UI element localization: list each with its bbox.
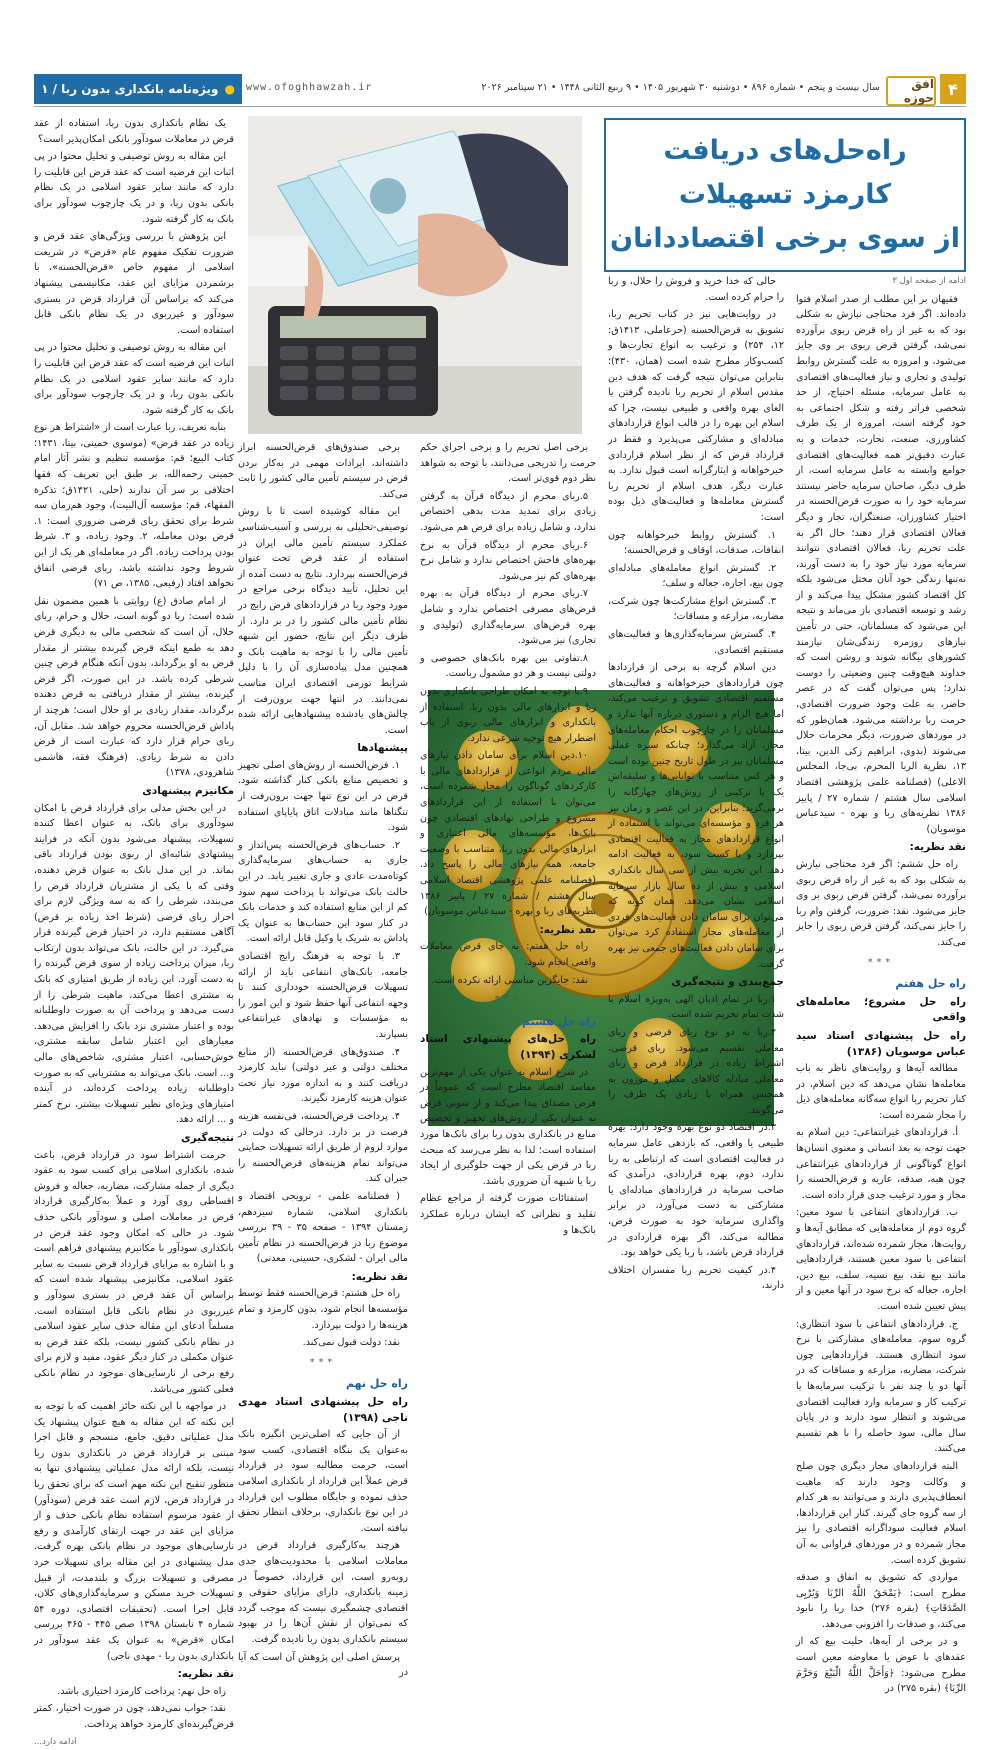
section-heading-8: راه حل هشتم xyxy=(522,1014,596,1028)
critique-heading: نقد نظریه: xyxy=(351,1270,408,1283)
paragraph: ۲. حساب‌های قرض‌الحسنه پس‌انداز و جاری به حساب‌های سرمایه‌گذاری کوتاه‌مدت عادی و جاری تغییر یابد. در این حالت بانک می‌تواند با پرداخت سهم سود کم از این منابع استفاده کند و خدمات بانک در کنار سود این حساب‌ها به عنوان یک پاداش به شریک یا وکیل قابل ارائه است. xyxy=(238,839,408,945)
paragraph: ۳. با توجه به فرهنگ رایج اقتصادی جامعه، بانک‌های انتفاعی باید از ارائه تسهیلات قرض‌الحسنه خودداری کنند تا وجهه انتفاعی آنها حفظ شود و این امور را به مؤسسات و نهادهای غیرانتفاعی بسپارند. xyxy=(238,951,408,1040)
paragraph: ۴. صندوق‌های قرض‌الحسنه (از منابع مختلف دولتی و غیر دولتی) نباید کارمزد دریافت کنند و به اندازه مورد نیاز تحت عنوان هزینه کارمزد نگیرند. xyxy=(238,1046,408,1105)
paragraph: حالی که خدا خرید و فروش را حلال، و ربا را حرام کرده است. xyxy=(608,276,784,303)
critique-text: راه حل نهم: پرداخت کارمزد اختیاری باشد. xyxy=(57,1685,226,1697)
paragraph: ۴. پرداخت قرض‌الحسنه، فی‌نفسه هزینه فرصت در بر دارد. درحالی که دولت در موارد لزوم از طریق ارائه تسهیلات حمایتی می‌تواند تمام هزینه‌های قرض‌الحسنه را جبران کند. xyxy=(238,1110,408,1185)
continuation-note: ادامه از صفحه اول ۳ xyxy=(892,276,966,286)
section-separator: *** xyxy=(867,956,895,968)
paragraph: یک نظام بانکداری بدون ربا، استفاده از عقد قرض در معاملات سودآور بانکی امکان‌پذیر است؟ xyxy=(34,118,234,145)
paragraph: ۶.ربای محرم از دیدگاه قرآن به نرخ بهره‌های فاحش اختصاص ندارد و شامل نرخ بهره‌های کم نیز می‌شود. xyxy=(420,539,596,582)
banknotes-calculator-photo xyxy=(248,116,582,434)
result-heading: نتیجه‌گیری xyxy=(181,1132,234,1144)
critique-heading: نقد نظریه: xyxy=(177,1668,234,1681)
section-heading-7: راه‌ حل هفتم xyxy=(895,977,966,991)
article-title-box xyxy=(604,118,966,272)
paragraph: این مقاله کوشیده است تا با روش توصیفی-تحلیلی به بررسی و آسیب‌شناسی عملکرد سیستم تأمین مالی ایران در استفاده از عقد قرض تحت عنوان قرض‌الحسنه بپردازد. نتایج به دست آمده از این تحلیل، تأیید دیدگاه برخی مراجع در مورد وجود ربا در قراردادهای قرض رایج در نظام تأمین مالی کشور را در بر دارد. از طرف دیگر این نتایج، حضور این شبهه تأمین مالی را با توجه به ماهیت بانک و همچنین مدل پیاده‌سازی آن را با دلیل شرایط تورمی اقتصادی ایران مناسب نمی‌دانند. در انتها جهت برون‌رفت از چالش‌های یادشده پیشنهادهایی ارائه شده است. xyxy=(238,506,408,736)
title-line-2: کارمزد تسهیلات xyxy=(678,179,892,210)
paragraph: ج. قراردادهای انتفاعی با سود انتظاری: گروه سوم، معامله‌های مشارکتی با نرخ سود انتظاری هستند. قراردادهایی چون شرکت، مضاربه، مزارعه و مساقات که در آنها دو یا چند نفر با ترکیب سرمایه‌ها یا ترکیب کار و سرمایه وارد فعالیت اقتصادی می‌شوند و انتظار سود دارند و در پایان سال مالی، سود حاصله را با هم تقسیم می‌کنند. xyxy=(796,1318,966,1455)
paragraph: از آن جایی که اصلی‌ترین انگیزه بانک به‌عنوان یک بنگاه اقتصادی، کسب سود است، حرمت مطالبه سود در قرارداد قرض عملاً این قرارداد از بانکداری اسلامی حذف نموده و جایگاه مطلوب این قرارداد در این نوع بانکداری، برخلاف انتظار تحقق نیافته است. xyxy=(238,1429,408,1534)
paragraph: ۲. گسترش انواع معامله‌های مبادله‌ای چون بیع، اجاره، جعاله و سلف؛ xyxy=(608,562,784,590)
page-number: ۴ xyxy=(940,74,966,104)
paragraph: ۱. گسترش روابط خیرخواهانه چون انفاقات، صدقات، اوقاف و قرض‌الحسنه؛ xyxy=(608,529,784,557)
paragraph: برخی اصل تحریم را و برخی اجرای حکم حرمت را تدریجی می‌دانند، با توجه به شواهد نظر دوم قوی‌تر است. xyxy=(420,442,596,485)
paragraph: ( فصلنامه علمی - ترویجی اقتصاد و بانکداری اسلامی، شماره سیزدهم، زمستان ۱۳۹۴ - صفحه ۳۵ - ۳۹ بررسی موضوع ربا در قرض‌الحسنه در نظام تأمین مالی ایران - لشکری، حسینی، معدنی) xyxy=(238,1190,408,1265)
critique-text: راه حل هفتم: به جای قرض معاملات واقعی انجام شود. xyxy=(420,941,596,968)
paragraph: هرچند به‌کارگیری قرارداد قرض در معاملات اسلامی با محدودیت‌های جدی روبه‌رو است، این قرارداد، خصوصاً در زمینه بانکداری، دارای مزایای حقوقی و اقتصادی چشمگیری نیست که موجب گردد که نمی‌توان از نقش آن‌ها را در بهبود سیستم بانکداری بدون ربا نادیده گرفت. xyxy=(238,1540,408,1645)
issue-meta: سال بیست و پنجم • شماره ۸۹۶ • دوشنبه ۳۰ شهریور ۱۴۰۵ • ۹ ربیع الثانی ۱۴۴۸ • ۲۱ سپتامبر ۲۰۲۶ xyxy=(481,82,880,93)
paragraph: ۳. گسترش انواع مشارکت‌ها چون شرکت، مضاربه، مزارعه و مساقات؛ xyxy=(608,595,784,623)
paragraph: پرسش اصلی این پژوهش آن است که آیا در xyxy=(238,1651,408,1679)
column-5 xyxy=(34,116,235,1747)
section-separator: *** xyxy=(494,994,522,1006)
paragraph: از امام صادق (ع) روایتی با همین مضمون نقل شده است: ربا دو گونه است، حلال و حرام، ربای حلال، آن است که شخصی مالی به دیگری قرض دهد به طمع اینکه قرض گیرنده بیشتر از مقدار قرض به او برگرداند، بدون آنکه هنگام قرض چنین شرطی کرده باشد. در این صورت، اگر قرض گیرنده، بیشتر از مقدار دریافتی به قرض دهنده برگرداند، مقدار زیادی بر او حلال است؛ هرچند از پاداش قرض‌الحسنه محروم خواهد شد. مقابل آن، ربای حرام قرار دارد که عبارت است از قرض دادن به شرط زیادی. (فرهنگ فقه، هاشمی شاهرودی، ۱۳۷۸) xyxy=(34,595,234,779)
section-subheading: راه حل مشروع؛ معامله‌های واقعی xyxy=(796,995,966,1024)
mechanism-heading: مکانیزم پیشنهادی xyxy=(142,784,234,797)
critique-text: نقد: دولت قبول نمی‌کند. xyxy=(302,1337,400,1349)
paragraph: بنابه تعریف، ربا عبارت است از «اشتراط هر نوع زیاده در عقد قرض» (موسوی خمینی، بیتا، ۱۴۳۱؛ کتاب البیع؛ قم: مؤسسه تنظیم و نشر آثار امام خمینی رحمه‌الله، بر طبق این تعریف که فقها اختلافی بر سر آن ندارند (حلی، ۱۴۲۱ق؛ تذکرة الفقهاء، قم: مؤسسه آل‌البیت)، وجود هم‌زمان سه شرط برای تحقق ربای قرضی ضروری است: ۱. قرض بودن معامله، ۲. وجود زیاده، و ۳. شرط بودن پرداخت زیاده. اگر در معامله‌ای هر یک از این شروط وجود نداشته باشد، ربای قرضی اتفاق نخواهد افتاد (رفیعی، ۱۳۸۵، ص ۷۱) xyxy=(34,422,234,590)
continued-note: ادامه دارد... xyxy=(34,1736,77,1747)
column-1 xyxy=(796,274,966,1695)
paragraph: در مواجهه با این نکته حائز اهمیت که با توجه به این نکته که این مقاله به هیچ عنوان پیشنهاد یک مدل عملیاتی دقیق، جامع، منسجم و قابل اجرا مبتنی بر قرارداد قرض در بانکداری بدون ربا نیست، بلکه ارائه مدل عملیاتی پیشنهادی تنها به منظور تنقیح این نکته مهم است که برای تحقق ربا در قرارداد قرض، لازم است عقد قرض (سودآور) از عقود مرسوم استفاده نظام بانکی حذف و از مزایای این عقد در جهت ارتقای کارآمدی و رفع نارسایی‌های موجود در نظام بانکی بهره گرفت. مدل پیشنهادی در این مقاله برای تسهیلات خرد مصرفی و تسهیلات بزرگ و بلندمدت، از قبیل تسهیلات خرید مسکن و سرمایه‌گذاری‌های کلان، قابل اجرا است. (تحقیقات اقتصادی، دوره ۵۴ شماره ۴ تابستان ۱۳۹۸ صص ۴۴۵ - ۴۶۵ بررسی امکان «قرض» به عنوان یک عقد سودآور در بانکداری بدون ربا - مهدی ناجی) xyxy=(34,1401,235,1662)
paragraph: در این بخش مدلی برای قرارداد قرض با امکان سودآوری برای بانک، به عنوان اعطا کننده تسهیلات، پیشنهاد می‌شود بدون آنکه در فرایند پیشنهادی شائبه‌ای از ربوی بودن قرارداد باقی بماند. در این مدل بانک به عنوان قرض دهنده، وقتی که با یکی از مشتریان قرارداد قرض را می‌بندد، شرطی را که به سه ویژگی لازم برای احراز ربای قرضی (شرط اخذ زیاده بر قرض) آگاهی مستقیم دارد، در اختیار قرض گیرنده قرار می‌گیرد. در این حالت، بانک می‌تواند بدون ارتکاب ربا، میزان پرداخت زیاده از سوی قرض گیرنده را به دست آورد. این زیاده از طریق امتیازی که بانک به مشتری اعطا می‌کند، ماهیت شرطی را از دست می‌دهد و پرداخت آن به صورت داوطلبانه بوده و اعتبار مشتری نزد بانک را افزایش می‌دهد. معیارهای این اعتبار شامل سابقه مشتری، خوش‌حسابی، اعتبار مشتری، شاخص‌های مالی و... است. بانک می‌تواند به مشتریانی که به صورت داوطلبانه زیاده پرداخت کرده‌اند، در آینده امتیازهای ویژه‌ای نظیر تسهیلات بیشتر، نرخ کمتر و ... ارائه دهد. xyxy=(34,802,234,1126)
website-url[interactable]: www.ofoghhawzah.ir xyxy=(246,82,373,93)
section-author: راه حل‌های پیشنهادی استاد لشکری (۱۳۹۴) xyxy=(420,1033,596,1061)
section-author: راه حل پیشنهادی استاد سید عباس موسویان (۱۳۸۶) xyxy=(796,1029,966,1058)
special-issue-text: ویژه‌نامه بانکداری بدون ربا / ۱ xyxy=(41,82,219,96)
paragraph: در شرع اسلام به عنوان یکی از مهم‌ترین مفاسد اقتصاد مطرح است که عموماً در قرض مصداق پیدا می‌کند و از سویی قرض به عنوان یکی از روش‌های تجهیز و تخصیص منابع در بانکداری بدون ربا برای بانک‌ها مورد استفاده است؛ لذا به نظر می‌رسد که مبحث ربا در قرض یکی از جهت جلوگیری از ایجاد ربا یا شبهه آن ضروری باشد. xyxy=(420,1066,596,1187)
critique-text: راه حل هشتم: قرض‌الحسنه فقط توسط مؤسسه‌ها انجام شود، بدون کارمزد و تمام هزینه‌ها را دولت بپردازد. xyxy=(238,1288,408,1331)
paragraph: این مقاله به روش توصیفی و تحلیل محتوا در پی اثبات این فرضیه است که عقد قرض این قابلیت را دارد که مانند سایر عقود اسلامی در یک نظام بانکی بدون ربا، و در یک چارچوب سودآور برای بانک به کار گرفته شود. xyxy=(34,151,234,225)
critique-text: نقد: جایگزین مناسبی ارائه نکرده است. xyxy=(431,974,588,986)
paragraph: ۱۰.دین اسلام برای سامان دادن نیازهای مالی مردم انواعی از قراردادهای مالی با کارکردهای گوناگون را مجاز شمرده است، می‌توان با استفاده از این قراردادهای مشروع و طراحی نهادهای اقتصادی چون بانک‌ها، مؤسسه‌های مالی اعتباری و ابزارهای مالی بدون ربا، متناسب با وضعیت جامعه، همه نیازهای مالی را پاسخ داد. (فصلنامه علمی پژوهشی اقتصاد اسلامی سال هشتم / شماره ۲۷ / پاییز ۱۳۸۶ نظریه‌های ربا و بهره - سیدعباس موسویان) xyxy=(420,750,596,918)
title-line-3: از سوی برخی اقتصاددانان xyxy=(610,223,960,254)
paragraph: دین اسلام گرچه به برخی از قراردادها چون قراردادهای خیرخواهانه و فعالیت‌های مستقیم اقتصادی تشویق و ترغیب می‌کند، اما هیچ الزام و دستوری درباره آنها ندارد و مسلمانان را در چارچوب احکام معامله‌های مجاز، آزاد می‌گذارد؛ چنانکه سیره عملی مسلمانان نیز در طول تاریخ چنین بوده است و هر کس متناسب با توانایی‌ها و سلیقه‌اش یک یا ترکیبی از روش‌های چهارگانه را برمی‌گزید؛ بنابراین، در این عصر و زمان نیز هر فرد و مؤسسه‌ای می‌تواند با استفاده از انواع قراردادهای مجاز به فعالیت اقتصادی بپردازد و با کسب سود، به فعالیت ادامه دهد. این تجربه بیش از سی سال بانکداری اسلامی و بیش از ده سال بازار سرمایه اسلامی نشان می‌دهد. همان گونه که می‌توان برای سامان دادن فعالیت‌های فردی از معامله‌های مجاز استفاده کرد می‌توان برای سامان دادن فعالیت‌های جمعی نیز بهره گرفت. xyxy=(608,662,784,970)
paragraph: ۵.ربای محرم از دیدگاه قرآن به گرفتن زیادی برای تمدید مدت بدهی اختصاص ندارد، و شامل زیاده برای قرض هم می‌شود. xyxy=(420,490,596,533)
paragraph: ۸.تفاوتی بین بهره بانک‌های خصوصی و دولتی نیست و هر دو مشمول رباست. xyxy=(420,652,596,680)
title-line-1: راه‌حل‌های دریافت xyxy=(663,135,907,166)
critique-heading: نقد نظریه: xyxy=(909,841,966,854)
paragraph: فقیهان بر این مطلب از صدر اسلام فتوا داده‌اند. اگر فرد محتاجی نیازش به شکلی بود که به غیر از راه قرض ربوی برآورده نمی‌شد، گرفتن قرض ربوی بر وی جایز می‌شود، و امروزه به علت گسترش روابط تولیدی و تجاری و نیاز فعالیت‌های اقتصادی به عامل سرمایه، مسئله احتیاج، از حد شخصی فراتر رفته و شکل اجتماعی به خود گرفته است، امروزه از یک طرف کشاورزی، صنعت، تجارت، خدمات و به عبارت دقیق‌تر همه فعالیت‌های اقتصادی جوامع وابسته به عامل سرمایه است، از طرف دیگر، صاحبان سرمایه حاضر نیستند سرمایه خود را به صورت قرض‌الحسنه در اختیار کشاورزان، صنعتگران، تجار و دیگر فعالان اقتصادی قرار دهند؛ حال اگر به علت تحریم ربا، فعالان اقتصادی نتوانند سرمایه مورد نیاز خود را به دست آورند، نه‌تنها زندگی خود آنان مختل می‌شود بلکه کل اقتصاد کشور مشکل پیدا می‌کند و از رشد و توسعه اقتصادی باز می‌ماند و نتیجه این می‌شود که مسلمانان، حتی در تأمین نیازهای روزمره زندگی‌شان نیازمند کشورهای بیگانه شوند و روشن است که خداوند هیچ‌وقت چنین وضعیتی را دوست ندارد؛ پس می‌توان گفت که در عصر حاضر، به علت وجود ضرورت اقتصادی، حرمت ربا برداشته می‌شود. همان‌طور که در موردهای ضرورت، دیگر محرمات حلال می‌شوند (بدوی، ابراهیم زکی الدین، بیتا، ۱۳، نظریة الربا المحرم، بی‌جا، المجلس الاعلی) (فصلنامه علمی پژوهشی اقتصاد اسلامی سال هشتم / شماره ۲۷ / پاییز ۱۳۸۶ نظریه‌های ربا و بهره - سیدعباس موسویان) xyxy=(796,293,966,835)
section-author: راه حل پیشنهادی استاد مهدی ناجی (۱۳۹۸) xyxy=(238,1396,408,1424)
column-4 xyxy=(238,440,408,1679)
paragraph: مطالعه آیه‌ها و روایت‌های ناظر به باب معامله‌ها نشان می‌دهد که دین اسلام، در کنار تحریم ربا انواع سه‌گانه معامله‌های ذیل را مجاز شمرده است: xyxy=(796,1063,966,1121)
paragraph: ۱. قرض‌الحسنه از روش‌های اصلی تجهیز و تخصیص منابع بانکی کنار گذاشته شود. قرض در این نوع تنها جهت برون‌رفت از تنگناها مانند مبادلات اتاق پایاپای استفاده شود. xyxy=(238,759,408,834)
paragraph: ب. قراردادهای انتفاعی با سود معین: گروه دوم از معامله‌هایی که مطابق آیه‌ها و روایت‌ها، مجاز شمرده شده‌اند، قراردادهای انتفاعی با سود معین هستند، قراردادهایی مانند بیع نقد، بیع نسیه، سلف، بیع دین، اجاره، جعاله که نرخ سود در آنها معین و از پیش تعیین شده است. xyxy=(796,1207,966,1312)
column-3 xyxy=(420,440,596,1236)
paragraph: ۱.ربا در تمام ادیان الهی به‌ویژه اسلام با شدت تمام تحریم شده است. xyxy=(608,993,784,1021)
paragraph: استفتائات صورت گرفته از مراجع عظام تقلید و نظراتی که ایشان درباره عملکرد بانک‌ها و xyxy=(420,1193,596,1236)
paragraph: مواردی که تشویق به انفاق و صدقه مطرح است: ﴿یَمْحَقُ اللَّهُ الرِّبَا وَیُرْبِی الصَّدَقَاتِ﴾ (بقره ۲۷۶) خدا ربا را نابود می‌کند، و صدقات را افزونی می‌دهد. xyxy=(796,1572,966,1630)
header-rule xyxy=(34,106,966,107)
photo-illustration xyxy=(248,116,582,434)
paragraph: حرمت اشتراط سود در قرارداد قرض، باعث شده، بانکداری اسلامی برای کسب سود به عقود دیگری از جمله مشارکت، مضاربه، جعاله و فروش اقساطی روی آورد و عملاً به‌کارگیری قرارداد قرض در معاملات اصلی و سودآور بانکی حذف شود. در حالی که امکان وجود عقد قرض در بانکداری سودآور با مکانیزم پیشنهادی فراهم است و با اشاره به مزایای قرارداد قرض نسبت به سایر عقود اسلامی، مکانیزمی پیشنهاد شده است که براساس آن عقد قرض در بستری سودآور و غیرربوی در نظام بانکی قابل استفاده است. مسلماً ادعای این مقاله حذف سایر عقود اسلامی در نظام بانکی کشور نیست، بلکه عقد قرض به عنوان مکملی در کنار دیگر عقود، مفید و لازم برای رفع برخی از نارسایی‌های موجود در نظام بانکی فعلی کشور می‌باشد. xyxy=(34,1149,234,1395)
paragraph: این پژوهش با بررسی ویژگی‌های عقد قرض و ضرورت تفکیک مفهوم عام «قرض» در شریعت اسلامی از مفهوم خاص «قرض‌الحسنه»، با برشمردن مزایای این عقد، مکانیسمی پیشنهاد می‌کند که براساس آن قرارداد قرض در بستری سودآور و غیرربوی در یک نظام بانکی قابل استفاده است. xyxy=(34,231,234,336)
suggestions-heading: پیشنهادها xyxy=(357,742,408,755)
bullet-icon: ● xyxy=(224,82,235,96)
paragraph: در روایت‌هایی نیز در کتاب تحریم ربا، تشویق به قرض‌الحسنه (حرعاملی، ۱۴۱۳ق: ۱۲، ۲۵۴) و ترغیب به انواع تجارت‌ها و کسب‌وکار مطرح شده است (همان، ۴۳۰)؛ بنابراین می‌توان نتیجه گرفت که هدف دین مقدس اسلام از تحریم ربا نادیده گرفتن یا الغای بهره واقعی و طبیعی نیست، چرا که اسلام این بهره را در قالب انواع قراردادهای مبادله‌ای و مشارکتی می‌پذیرد و فقط در قرارداد قرض که از نظر اسلام قراردادی خیرخواهانه و ایثارگرانه است قبول ندارد. به عبارت دیگر، هدف اسلام از تحریم ربا گسترش معامله‌ها و فعالیت‌های ذیل بوده است: xyxy=(608,309,785,523)
paragraph: برخی صندوق‌های قرض‌الحسنه ابراز داشته‌اند، ایرادات مهمی در به‌کار بردن قرض در سیستم تأمین مالی کشور را ثابت می‌کند. xyxy=(238,442,408,500)
newspaper-logo: افق حوزه xyxy=(886,76,936,106)
paragraph: و در برخی از آیه‌ها، حلیت بیع که از عقدهای با عوض یا معاوضه معین است مطرح می‌شود: ﴿وَأَحَلَّ اللَّهُ الْبَیْعَ وَحَرَّمَ الرِّبَا﴾ (بقره ۲۷۵) در xyxy=(796,1636,966,1695)
paragraph: ۴. گسترش سرمایه‌گذاری‌ها و فعالیت‌های مستقیم اقتصادی. xyxy=(608,629,784,656)
critique-text: راه حل ششم: اگر فرد محتاجی نیازش به شکلی بود که به غیر از راه قرض ربوی برآورده نمی‌شد، گرفتن قرض ربوی بر وی جایز می‌شود. نقد: ضرورت، گرفتن وام ربا را جایز نمی‌کند، گرفتن قرض ربوی را جایز می‌کند. xyxy=(796,858,966,948)
critique-heading: نقد نظریه: xyxy=(539,923,596,936)
special-issue-label xyxy=(34,74,242,104)
section-heading-9: راه حل نهم xyxy=(345,1377,408,1391)
paragraph: ۴.در کیفیت تحریم ربا مفسران اختلاف دارند، xyxy=(608,1264,784,1292)
critique-text: نقد: جواب نمی‌دهد، چون در صورت اختیار، کمتر قرض‌گیرنده‌ای کارمزد خواهد پرداخت. xyxy=(34,1703,234,1730)
paragraph: این مقاله به روش توصیفی و تحلیل محتوا در پی اثبات این فرضیه است که عقد قرض این قابلیت را دارد که مانند سایر عقود اسلامی در یک نظام بانکی بدون ربا، و در یک چارچوب سودآور برای بانک به کار گرفته شود. xyxy=(34,342,234,416)
paragraph: ۹.با توجه به امکان طراحی بانکداری بدون ربا و ابزارهای مالی بدون ربا، استفاده از بانکداری و ابزارهای مالی ربوی از باب اضطرار هیچ توجیه شرعی ندارد. xyxy=(420,685,596,744)
paragraph: البته قراردادهای مجاز دیگری چون صلح و وکالت وجود دارند که ماهیت انعطاف‌پذیری دارند و می‌توانند به هر کدام از سه گروه جای گیرند. کنار این قراردادها، اسلام فعالیت سوداگرانه اقتصادی را نیز مجاز شمرده و در موردهای فراوانی به آن تشویق کرده است. xyxy=(796,1460,966,1566)
page-header xyxy=(34,74,966,104)
paragraph: ۲.ربا به دو نوع ربای قرضی و ربای معاملی تقسیم می‌شود. ربای قرضی، اشتراط زیاده در قرارداد قرض و ربای معاملی مبادله کالاهای مکیل و موزون به همجنس همراه با زیادی یک طرف را می‌گویند. xyxy=(608,1026,784,1116)
conclusion-heading: جمع‌بندی و نتیجه‌گیری xyxy=(671,976,784,989)
paragraph: ۷.ربای محرم از دیدگاه قرآن به بهره قرض‌های مصرفی اختصاص ندارد و شامل بهره قرض‌های سرمایه‌گذاری (تولیدی و تجاری) نیز می‌شود. xyxy=(420,588,596,647)
paragraph: ۳.در اقتصاد دو نوع بهره وجود دارد: بهره طبیعی یا واقعی، که بازدهی عامل سرمایه در فعالیت اقتصادی است که ارتباطی به ربا ندارد، دوم، بهره قراردادی، درآمدی که صاحب سرمایه در قراردادهای مبادله‌ای یا مشارکتی به دست می‌آورد، در برابر واگذاری سرمایه خود به صورت قرض، مطالبه می‌کند، اگر بهره قراردادی در قرارداد قرض باشد، با ربا یکی خواهد بود. xyxy=(608,1122,784,1259)
paragraph: أ. قراردادهای غیرانتفاعی: دین اسلام به جهت توجه به بعد انسانی و معنوی انسان‌ها انواع گوناگونی از قراردادهای غیرانتفاعی چون هبه، صدقه، عاریه و قرض‌الحسنه را مجاز و مورد ترغیب جدی قرار داده است. xyxy=(796,1127,966,1201)
column-2 xyxy=(608,274,785,1292)
section-separator: *** xyxy=(309,1356,337,1368)
